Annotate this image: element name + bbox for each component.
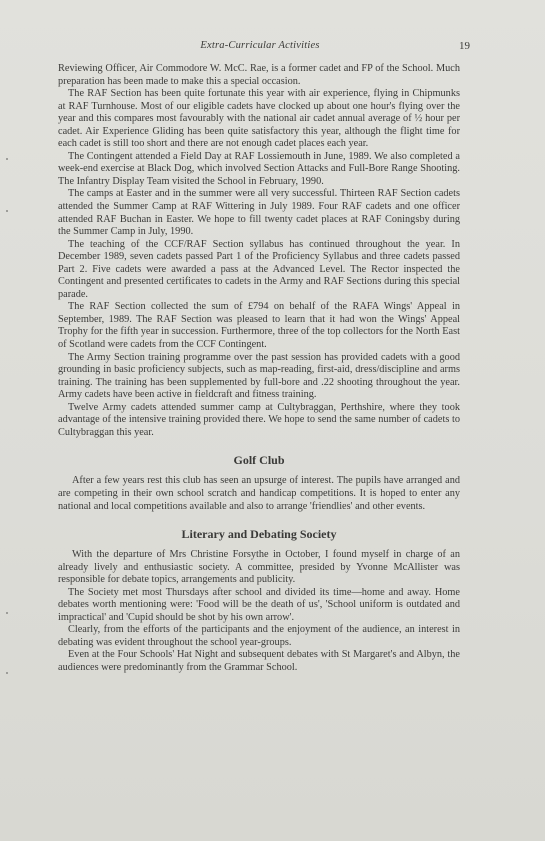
heading-spacer [58, 467, 460, 475]
scan-speck [6, 210, 8, 212]
golf-club-section [58, 453, 460, 513]
scan-speck [6, 612, 8, 614]
debating-paragraph: With the departure of Mrs Christine Forsythe in October, I found myself in charge of an already lively and enthusiastic society. A committee, presided by Yvonne McAllister was responsible for debate topics, arrangements and publicity. [58, 549, 460, 586]
section-spacer [58, 513, 460, 527]
scan-speck [6, 158, 8, 160]
heading-spacer [58, 541, 460, 549]
scan-speck [6, 672, 8, 674]
debating-society-section [58, 527, 460, 674]
page-number: 19 [459, 40, 470, 52]
ccf-paragraph: The Contingent attended a Field Day at RAF Lossiemouth in June, 1989. We also completed a week-end exercise at Black Dog, which involved Section Attacks and Full-Bore Range Shooting. The Infantry Display Team visited the School in February, 1990. [58, 150, 460, 187]
ccf-paragraph: The RAF Section collected the sum of £794 on behalf of the RAFA Wings' Appeal in September, 1989. The RAF Section was pleased to learn that it had won the Wings' Appeal Trophy for the fifth year in succession. Furthermore, three of the top collectors for the North East of Scotland were cadets from the CCF Contingent. [58, 301, 460, 351]
debating-society-heading: Literary and Debating Society [181, 527, 337, 542]
ccf-paragraph: Twelve Army cadets attended summer camp at Cultybraggan, Perthshire, where they took advantage of the intensive training provided there. We hope to send the same number of cadets to Cultybraggan this year. [58, 401, 460, 438]
running-head [60, 40, 470, 54]
ccf-paragraph: Reviewing Officer, Air Commodore W. McC. Rae, is a former cadet and FP of the School. Much preparation has been made to make this a special occasion. [58, 63, 460, 87]
golf-paragraph: After a few years rest this club has seen an upsurge of interest. The pupils have arranged and are competing in their own school scratch and handicap competitions. It is hoped to enter any national and local competitions available and also to arrange 'friendlies' and other events. [58, 475, 460, 512]
ccf-paragraph: The camps at Easter and in the summer were all very successful. Thirteen RAF Section cadets attended the Summer Camp at RAF Wittering in July 1989. Four RAF cadets and one officer attended RAF Buchan in Easter. We hope to fill twenty cadet places at RAF Coningsby during the Summer Camp in July, 1990. [58, 188, 460, 238]
section-spacer [58, 439, 460, 453]
ccf-paragraph: The RAF Section has been quite fortunate this year with air experience, flying in Chipmunks at RAF Turnhouse. Most of our eligible cadets have clocked up about one hour's flying over the year and this compares most favourably with the national air cadet annual average of ½ hour per cadet. Air Experience Gliding has been quite satisfactory this year, although the flight time for each cadet is still too short and there are not enough cadet places each year. [58, 88, 460, 150]
ccf-paragraph: The Army Section training programme over the past session has provided cadets with a good grounding in basic proficiency subjects, such as map-reading, first-aid, dress/discipline and arms training. The training has been supplemented by full-bore and .22 shooting throughout the year. Army cadets have been active in fieldcraft and fitness training. [58, 351, 460, 401]
debating-paragraph: The Society met most Thursdays after school and divided its time—home and away. Home debates worth mentioning were: 'Food will be the death of us', 'School uniform is outdated and impractical' and 'Cupid should be shot by his own arrow'. [58, 586, 460, 623]
ccf-section [58, 63, 460, 439]
ccf-paragraph: The teaching of the CCF/RAF Section syllabus has continued throughout the year. In December 1989, seven cadets passed Part 1 of the Proficiency Syllabus and three cadets passed Part 2. Five cadets were awarded a pass at the Advanced Level. The Rector inspected the Contingent and presented certificates to cadets in the Army and RAF Sections during this special parade. [58, 238, 460, 300]
running-title: Extra-Curricular Activities [200, 40, 320, 51]
golf-club-heading: Golf Club [233, 453, 285, 468]
debating-paragraph: Even at the Four Schools' Hat Night and subsequent debates with St Margaret's and Albyn, the audiences were predominantly from the Grammar School. [58, 649, 460, 673]
debating-paragraph: Clearly, from the efforts of the participants and the enjoyment of the audience, an interest in debating was evident throughout the school year-groups. [58, 624, 460, 648]
page-body [58, 63, 460, 675]
